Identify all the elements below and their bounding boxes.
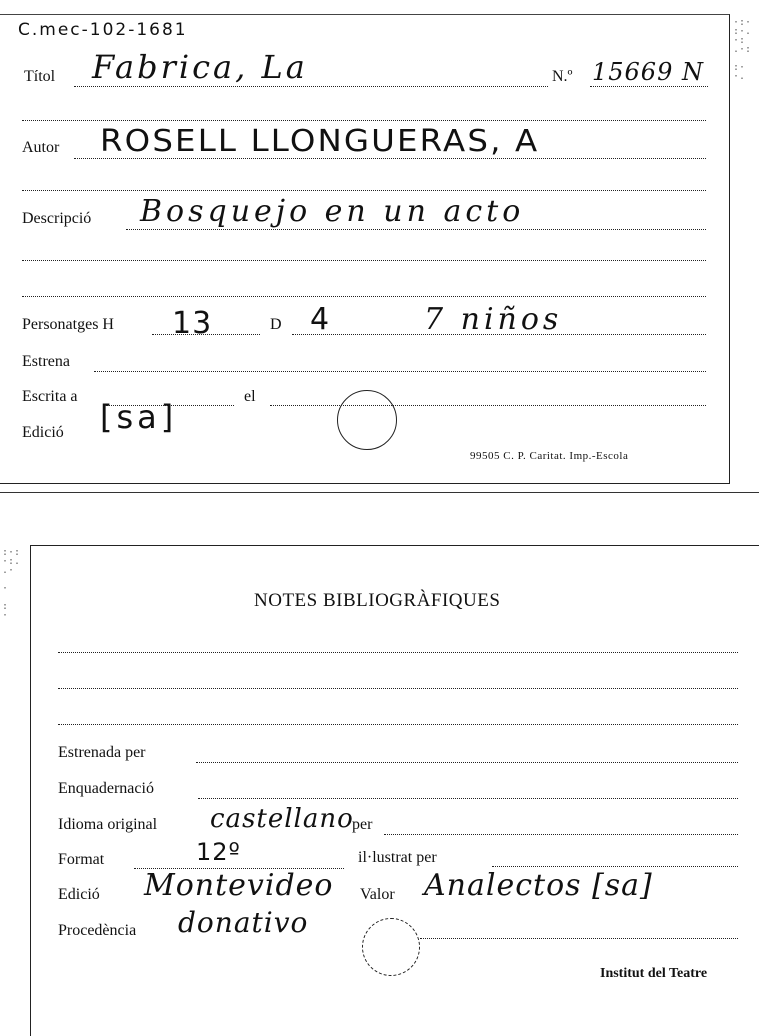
bottom-edition-value: Montevideo — [144, 868, 334, 903]
illustrated-label: il·lustrat per — [358, 849, 437, 866]
punch-hole-circle — [337, 390, 397, 450]
title-label: Títol — [24, 68, 56, 85]
printer-imprint: 99505 C. P. Caritat. Imp.-Escola — [470, 450, 629, 462]
title-dotted-line — [74, 86, 548, 87]
scan-noise-top-right: ·:· :·. ·: .·: :· ·. — [733, 17, 752, 82]
provenance-label: Procedència — [58, 922, 137, 939]
binding-label: Enquadernació — [58, 780, 154, 797]
description-value: Bosquejo en un acto — [140, 194, 525, 229]
number-dotted-line — [590, 86, 708, 87]
premiered-by-dotted-line — [196, 762, 738, 763]
blank-dotted-line-2 — [22, 190, 706, 191]
notes-dotted-line-2 — [58, 688, 738, 689]
bottom-edition-label: Edició — [58, 886, 100, 903]
description-dotted-line — [126, 229, 706, 230]
blank-dotted-line-4 — [22, 296, 706, 297]
characters-extra-value: 7 niños — [424, 302, 563, 337]
number-label: N.º — [552, 68, 573, 85]
written-label: Escrita a — [22, 388, 78, 405]
notes-heading: NOTES BIBLIOGRÀFIQUES — [254, 590, 501, 611]
author-label: Autor — [22, 139, 60, 156]
description-label: Descripció — [22, 210, 92, 227]
written-el-dotted-line — [270, 405, 706, 406]
notes-dotted-line-1 — [58, 652, 738, 653]
blank-dotted-line-1 — [22, 120, 706, 121]
provenance-value: donativo — [178, 906, 309, 939]
premiered-by-label: Estrenada per — [58, 744, 146, 761]
written-el-label: el — [244, 388, 256, 405]
value-value: Analectos [sa] — [424, 868, 653, 903]
bottom-punch-hole-circle — [362, 918, 420, 976]
title-value: Fabrica, La — [92, 48, 308, 86]
card-separator-line — [0, 492, 759, 493]
characters-d-value: 4 — [310, 302, 331, 337]
value-label: Valor — [360, 886, 395, 903]
number-value: 15669 N — [592, 58, 704, 86]
original-language-value: castellano — [210, 804, 354, 834]
characters-label: Personatges H — [22, 316, 114, 333]
per-label: per — [352, 816, 373, 833]
author-value: ROSELL LLONGUERAS, A — [100, 124, 540, 159]
provenance-dotted-line — [420, 938, 738, 939]
format-label: Format — [58, 851, 105, 868]
shelfmark: C.mec-102-1681 — [18, 20, 188, 40]
blank-dotted-line-3 — [22, 260, 706, 261]
original-language-per-dotted-line — [384, 834, 738, 835]
institution-name: Institut del Teatre — [600, 966, 708, 981]
characters-d-label: D — [270, 316, 282, 333]
format-value: 12º — [196, 838, 241, 866]
notes-dotted-line-3 — [58, 724, 738, 725]
illustrated-dotted-line — [492, 866, 738, 867]
characters-h-value: 13 — [172, 306, 213, 341]
original-language-label: Idioma original — [58, 816, 158, 833]
edition-label: Edició — [22, 424, 64, 441]
binding-dotted-line — [198, 798, 738, 799]
premiere-label: Estrena — [22, 353, 70, 370]
edition-value: [sa] — [100, 398, 178, 436]
premiere-dotted-line — [94, 371, 706, 372]
scan-noise-bottom-left: :·: ·:. .· · : · — [2, 547, 21, 621]
